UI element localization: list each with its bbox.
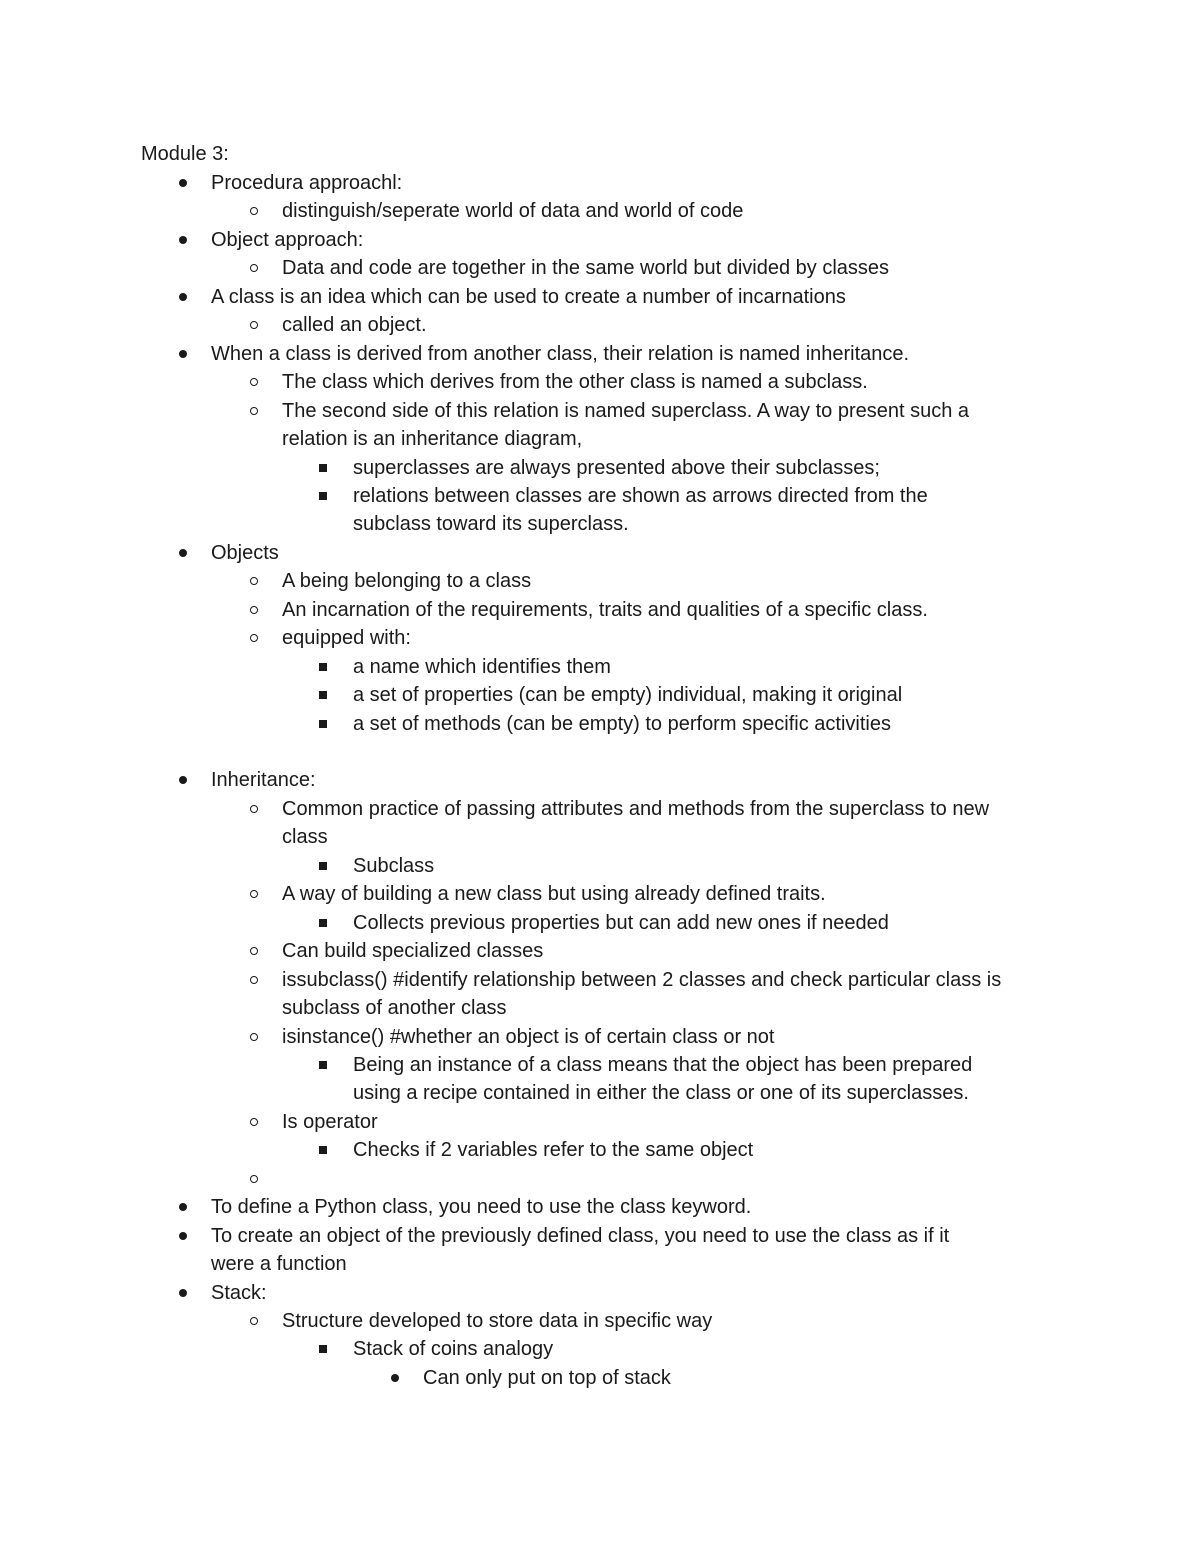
- list-item-text: Structure developed to store data in specific way: [282, 1310, 713, 1332]
- square-bullet-icon: [319, 720, 327, 728]
- circle-bullet-icon: [250, 606, 258, 614]
- square-bullet-icon: [319, 492, 327, 500]
- disc-bullet-icon: [179, 549, 187, 557]
- list-item-text: Checks if 2 variables refer to the same object: [353, 1139, 754, 1162]
- list-item-text: Collects previous properties but can add new ones if needed: [353, 911, 889, 934]
- list-item-text: The class which derives from the other class is named a subclass.: [282, 371, 868, 394]
- list-item-text: Common practice of passing attributes and methods from the superclass to new: [282, 797, 990, 820]
- circle-bullet-icon: [250, 577, 258, 585]
- disc-bullet-icon: [179, 350, 187, 358]
- list-item-text: issubclass() #identify relationship between 2 classes and check particular class is: [282, 968, 1002, 991]
- list-item-text: A being belonging to a class: [282, 570, 532, 593]
- list-item-text: A way of building a new class but using already defined traits.: [282, 883, 826, 906]
- square-bullet-icon: [319, 1146, 327, 1154]
- disc-bullet-icon: [179, 179, 187, 187]
- square-bullet-icon: [319, 691, 327, 699]
- circle-bullet-icon: [250, 947, 258, 955]
- circle-bullet-icon: [250, 1317, 258, 1325]
- list-item-text: The second side of this relation is named superclass. A way to present such a: [282, 399, 970, 422]
- list-item-text: When a class is derived from another class, their relation is named inheritance.: [211, 342, 910, 365]
- disc-bullet-icon: [179, 293, 187, 301]
- list-item-text: a set of properties (can be empty) individual, making it original: [353, 684, 903, 707]
- square-bullet-icon: [319, 663, 327, 671]
- list-item-text: An incarnation of the requirements, traits and qualities of a specific class.: [282, 598, 928, 621]
- list-item-text: Object approach:: [211, 228, 364, 251]
- list-item-text: class: [282, 826, 328, 849]
- list-item-text: called an object.: [282, 314, 427, 337]
- square-bullet-icon: [319, 464, 327, 472]
- list-item-text: Can only put on top of stack: [423, 1366, 671, 1389]
- square-bullet-icon: [319, 862, 327, 870]
- page-title: Module 3:: [141, 143, 229, 165]
- circle-bullet-icon: [250, 976, 258, 984]
- list-item-text: equipped with:: [282, 627, 411, 650]
- circle-bullet-icon: [250, 207, 258, 215]
- list-item-text: Subclass: [353, 854, 435, 877]
- disc-bullet-icon: [179, 1232, 187, 1240]
- list-item-text: distinguish/seperate world of data and world of code: [282, 200, 744, 223]
- circle-bullet-icon: [250, 264, 258, 272]
- list-item-text: subclass toward its superclass.: [353, 513, 629, 536]
- list-item-text: To define a Python class, you need to use the class keyword.: [211, 1196, 752, 1219]
- square-bullet-icon: [319, 1345, 327, 1353]
- list-item-text: A class is an idea which can be used to create a number of incarnations: [211, 285, 846, 308]
- list-item-text: were a function: [211, 1253, 347, 1276]
- circle-bullet-icon: [250, 1175, 258, 1183]
- square-bullet-icon: [319, 1061, 327, 1069]
- circle-bullet-icon: [250, 634, 258, 642]
- list-item-text: Stack:: [211, 1281, 267, 1304]
- list-item-text: Being an instance of a class means that the object has been prepared: [353, 1053, 973, 1076]
- list-item-text: relations between classes are shown as arrows directed from the: [353, 484, 928, 507]
- square-bullet-icon: [319, 919, 327, 927]
- list-item-text: Procedura approachl:: [211, 172, 403, 194]
- list-item-text: Objects: [211, 541, 279, 564]
- circle-bullet-icon: [250, 407, 258, 415]
- list-item-text: To create an object of the previously defined class, you need to use the class as if it: [211, 1224, 950, 1247]
- list-item-text: relation is an inheritance diagram,: [282, 428, 583, 451]
- list-item-text: Inheritance:: [211, 769, 316, 792]
- disc-bullet-icon: [391, 1374, 399, 1382]
- list-item-text: Data and code are together in the same world but divided by classes: [282, 257, 890, 280]
- list-item-text: Is operator: [282, 1110, 378, 1133]
- disc-bullet-icon: [179, 1203, 187, 1211]
- list-item-text: Stack of coins analogy: [353, 1338, 554, 1361]
- circle-bullet-icon: [250, 378, 258, 386]
- list-item-text: isinstance() #whether an object is of certain class or not: [282, 1025, 775, 1048]
- list-item-text: subclass of another class: [282, 997, 507, 1020]
- disc-bullet-icon: [179, 776, 187, 784]
- disc-bullet-icon: [179, 236, 187, 244]
- list-item-text: a set of methods (can be empty) to perform specific activities: [353, 712, 891, 735]
- disc-bullet-icon: [179, 1289, 187, 1297]
- list-item-text: Can build specialized classes: [282, 940, 544, 963]
- circle-bullet-icon: [250, 321, 258, 329]
- circle-bullet-icon: [250, 805, 258, 813]
- circle-bullet-icon: [250, 890, 258, 898]
- list-item-text: superclasses are always presented above their subclasses;: [353, 456, 880, 479]
- circle-bullet-icon: [250, 1118, 258, 1126]
- list-item-text: using a recipe contained in either the class or one of its superclasses.: [353, 1082, 969, 1105]
- list-item-text: a name which identifies them: [353, 655, 611, 678]
- circle-bullet-icon: [250, 1033, 258, 1041]
